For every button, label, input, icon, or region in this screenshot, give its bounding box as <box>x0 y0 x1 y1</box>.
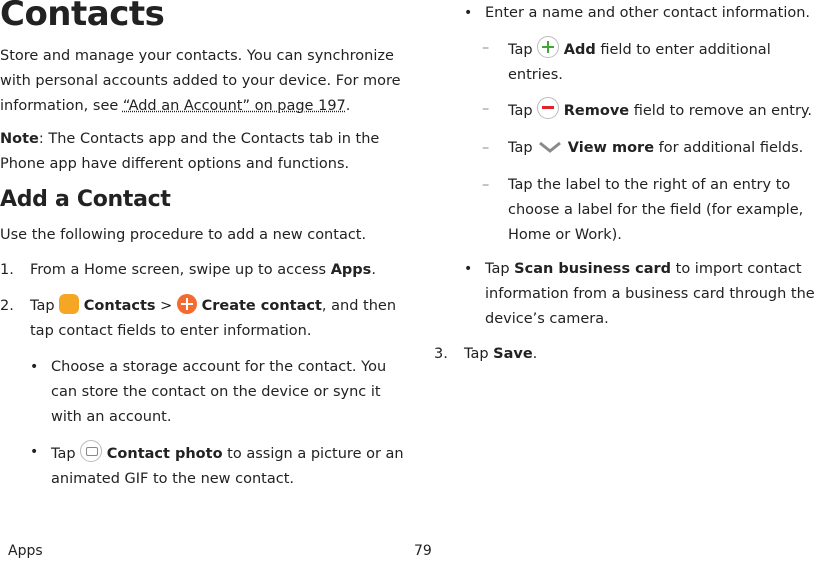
save-label: Save <box>493 346 533 362</box>
bullet-scan-card <box>464 257 829 332</box>
tap-text: Tap <box>508 103 538 119</box>
dash-remove-field <box>482 97 827 124</box>
step-number: 2. <box>0 298 14 314</box>
dash-end: field to remove an entry. <box>629 103 813 119</box>
note-line-1 <box>0 127 410 152</box>
step-number: 1. <box>0 262 14 278</box>
dash-end: field to enter additional <box>595 42 771 58</box>
note-paragraph <box>0 127 410 177</box>
intro-text: information, see <box>0 98 123 114</box>
bullet-line: with an account. <box>51 409 172 425</box>
bullet-contact-photo <box>30 440 415 492</box>
dash-line: Home or Work). <box>508 227 622 243</box>
bullet-line: information from a business card through the <box>485 286 815 302</box>
note-text: : The Contacts app and the Contacts tab in the <box>38 131 380 147</box>
step-2-line-2: tap contact fields to enter information. <box>30 323 312 339</box>
tap-text: Tap <box>508 140 538 156</box>
dash: – <box>482 101 490 117</box>
dash: – <box>482 40 490 56</box>
dash-line: Tap the label to the right of an entry to <box>508 177 791 193</box>
dash-line: choose a label for the field (for example, <box>508 202 804 218</box>
step-2-line-1 <box>0 294 410 319</box>
dash: – <box>482 177 490 193</box>
tap-text: Tap <box>464 346 494 362</box>
tap-text: Tap <box>508 42 538 58</box>
bullet-line: device’s camera. <box>485 311 609 327</box>
step-2 <box>0 294 410 344</box>
dash-view-more <box>482 136 827 161</box>
intro-line-2: with personal accounts added to your device. For more <box>0 73 401 89</box>
view-more-label: View more <box>567 140 655 156</box>
step-end: , and then <box>321 298 397 314</box>
separator: > <box>155 298 177 314</box>
contacts-label: Contacts <box>83 298 156 314</box>
add-icon <box>537 36 559 58</box>
note-line-2: Phone app have different options and functions. <box>0 156 350 172</box>
bullet-line: can store the contact on the device or sync it <box>51 384 381 400</box>
dash: – <box>482 140 490 156</box>
camera-icon <box>80 440 102 462</box>
bullet-line: Choose a storage account for the contact. You <box>51 359 387 375</box>
create-contact-icon <box>177 294 197 314</box>
step-end: . <box>371 262 376 278</box>
scan-card-label: Scan business card <box>514 261 672 277</box>
bullet-line <box>485 257 829 282</box>
bullet: • <box>30 359 39 375</box>
note-label: Note <box>0 131 39 147</box>
bullet-line: Enter a name and other contact information. <box>485 5 811 21</box>
step-number: 3. <box>434 346 448 362</box>
bullet: • <box>464 5 473 21</box>
tap-text: Tap <box>51 446 81 462</box>
dash-add-field <box>482 36 827 88</box>
intro-line-1: Store and manage your contacts. You can synchronize <box>0 48 394 64</box>
intro-line-3 <box>0 94 410 119</box>
intro-end: . <box>345 98 351 114</box>
bullet-storage-account <box>30 355 410 430</box>
tap-text: Tap <box>30 298 60 314</box>
section-lead: Use the following procedure to add a new contact. <box>0 227 367 243</box>
dash-line <box>482 136 827 161</box>
add-label: Add <box>563 42 596 58</box>
bullet-end: to assign a picture or an <box>222 446 404 462</box>
bullet-end: to import contact <box>671 261 802 277</box>
dash-line <box>508 36 827 63</box>
remove-icon <box>537 97 559 119</box>
add-account-link[interactable]: “Add an Account” on page 197 <box>122 98 346 114</box>
step-end: . <box>532 346 538 362</box>
footer-section: Apps <box>8 543 43 559</box>
dash-line: entries. <box>508 67 563 83</box>
apps-label: Apps <box>330 262 372 278</box>
dash-label-choice <box>482 173 827 248</box>
bullet-enter-name <box>464 1 829 26</box>
dash-line <box>482 97 827 124</box>
bullet-line <box>51 440 415 467</box>
contacts-app-icon <box>59 294 79 314</box>
page-title: Contacts <box>0 0 165 34</box>
step-text: From a Home screen, swipe up to access <box>30 262 331 278</box>
bullet-line: animated GIF to the new contact. <box>51 471 295 487</box>
section-heading: Add a Contact <box>0 187 171 212</box>
bullet: • <box>464 261 473 277</box>
create-contact-label: Create contact <box>201 298 322 314</box>
page-number: 79 <box>414 543 432 559</box>
contact-photo-label: Contact photo <box>106 446 223 462</box>
intro-paragraph <box>0 44 410 119</box>
step-1 <box>0 258 376 283</box>
chevron-down-icon <box>537 140 563 154</box>
tap-text: Tap <box>485 261 515 277</box>
step-3 <box>434 342 537 367</box>
dash-end: for additional fields. <box>654 140 804 156</box>
bullet: • <box>30 444 39 460</box>
remove-label: Remove <box>563 103 630 119</box>
